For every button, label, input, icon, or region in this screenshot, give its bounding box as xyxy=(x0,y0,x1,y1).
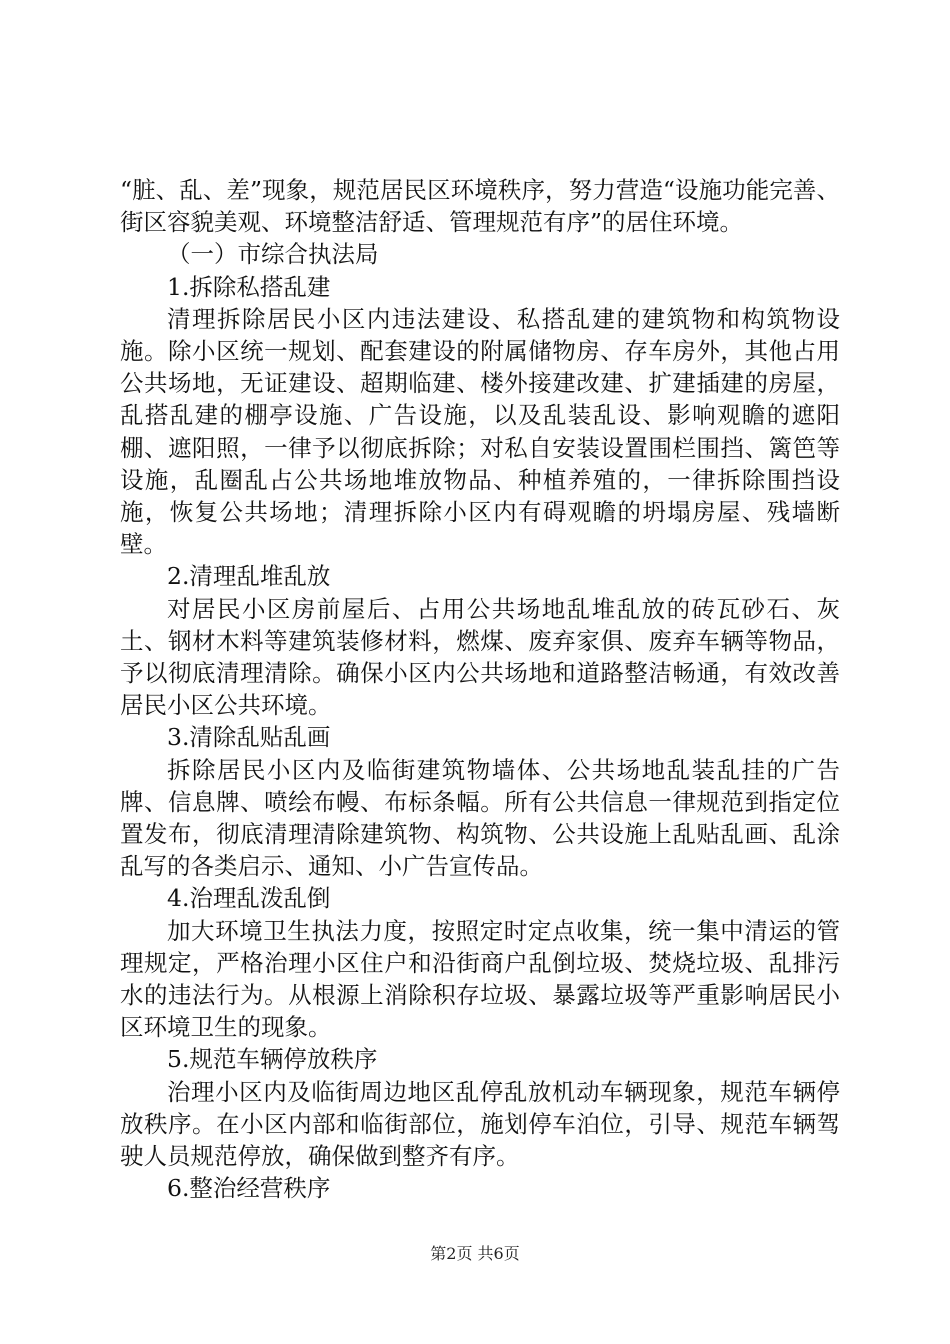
body-paragraph: 拆除居民小区内及临街建筑物墙体、公共场地乱装乱挂的广告牌、信息牌、喷绘布幔、布标条幅。所有公共信息一律规范到指定位置发布，彻底清理清除建筑物、构筑物、公共设施上乱贴乱画、乱涂乱写的各类启示、通知、小广告宣传品。 xyxy=(120,755,840,881)
body-paragraph: 对居民小区房前屋后、占用公共场地乱堆乱放的砖瓦砂石、灰土、钢材木料等建筑装修材料，燃煤、废弃家俱、废弃车辆等物品，予以彻底清理清除。确保小区内公共场地和道路整洁畅通，有效改善居民小区公共环境。 xyxy=(120,594,840,720)
subsection-heading: 2.清理乱堆乱放 xyxy=(167,562,331,591)
section-heading: （一）市综合执法局 xyxy=(167,240,379,269)
subsection-heading: 5.规范车辆停放秩序 xyxy=(167,1045,378,1074)
subsection-heading: 1.拆除私搭乱建 xyxy=(167,272,331,301)
document-body xyxy=(120,174,840,1205)
body-paragraph: 清理拆除居民小区内违法建设、私搭乱建的建筑物和构筑物设施。除小区统一规划、配套建设的附属储物房、存车房外，其他占用公共场地，无证建设、超期临建、楼外接建改建、扩建插建的房屋，乱搭乱建的棚亭设施、广告设施，以及乱装乱设、影响观瞻的遮阳棚、遮阳照，一律予以彻底拆除；对私自安装设置围栏围挡、篱笆等设施，乱圈乱占公共场地堆放物品、种植养殖的，一律拆除围挡设施，恢复公共场地；清理拆除小区内有碍观瞻的坍塌房屋、残墙断壁。 xyxy=(120,304,840,559)
page-footer xyxy=(0,1244,950,1264)
body-paragraph: 加大环境卫生执法力度，按照定时定点收集，统一集中清运的管理规定，严格治理小区住户和沿街商户乱倒垃圾、焚烧垃圾、乱排污水的违法行为。从根源上消除积存垃圾、暴露垃圾等严重影响居民小区环境卫生的现象。 xyxy=(120,916,840,1042)
subsection-heading: 3.清除乱贴乱画 xyxy=(167,723,331,752)
subsection-heading: 6.整治经营秩序 xyxy=(167,1174,331,1203)
subsection-heading: 4.治理乱泼乱倒 xyxy=(167,884,331,913)
page-number-label: 第2页 共6页 xyxy=(430,1244,520,1263)
body-paragraph: 治理小区内及临街周边地区乱停乱放机动车辆现象，规范车辆停放秩序。在小区内部和临街部位，施划停车泊位，引导、规范车辆驾驶人员规范停放，确保做到整齐有序。 xyxy=(120,1077,840,1171)
paragraph-continuation: “脏、乱、差”现象，规范居民区环境秩序，努力营造“设施功能完善、街区容貌美观、环境整洁舒适、管理规范有序”的居住环境。 xyxy=(120,176,840,237)
